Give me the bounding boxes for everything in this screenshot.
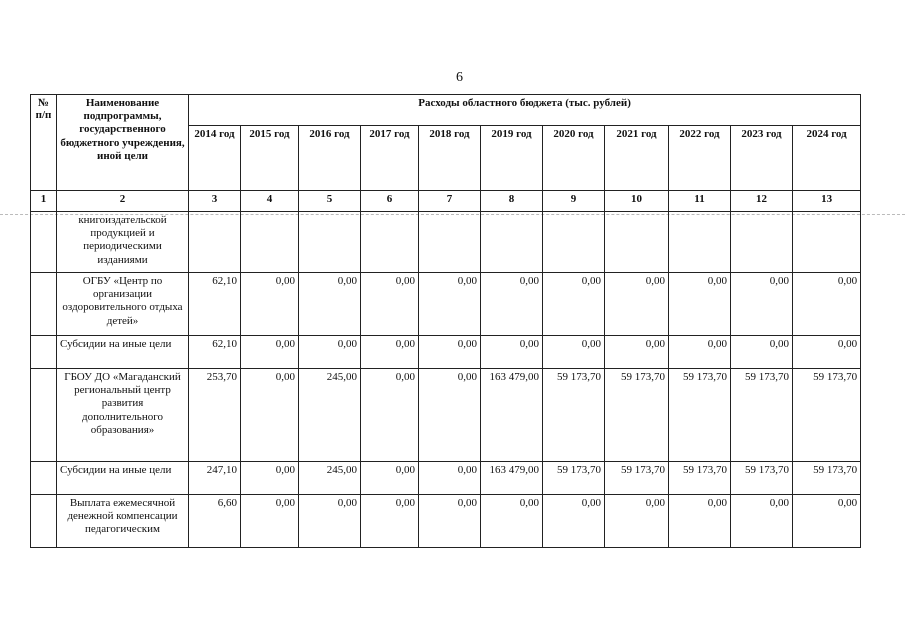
year-header: 2017 год xyxy=(361,126,419,191)
year-header: 2019 год xyxy=(481,126,543,191)
year-header: 2022 год xyxy=(669,126,731,191)
header-num: № п/п xyxy=(31,95,57,191)
cell-value: 59 173,70 xyxy=(669,462,731,495)
table-row xyxy=(31,495,861,548)
row-name: Субсидии на иные цели xyxy=(57,462,189,495)
cell-value: 0,00 xyxy=(361,273,419,336)
column-index: 5 xyxy=(299,191,361,212)
budget-table xyxy=(30,94,861,548)
header-row-top xyxy=(31,95,861,126)
cell-value: 0,00 xyxy=(419,369,481,462)
year-header: 2023 год xyxy=(731,126,793,191)
cell-value: 0,00 xyxy=(605,336,669,369)
year-header: 2024 год xyxy=(793,126,861,191)
cell-value: 0,00 xyxy=(299,336,361,369)
cell-value: 163 479,00 xyxy=(481,369,543,462)
table-row xyxy=(31,336,861,369)
cell-value: 62,10 xyxy=(189,273,241,336)
cell-value: 0,00 xyxy=(361,462,419,495)
year-header: 2018 год xyxy=(419,126,481,191)
column-index: 2 xyxy=(57,191,189,212)
cell-value: 0,00 xyxy=(543,336,605,369)
table-row xyxy=(31,212,861,273)
cell-value: 0,00 xyxy=(361,495,419,548)
cell-value: 62,10 xyxy=(189,336,241,369)
cell-value: 0,00 xyxy=(419,495,481,548)
cell-value xyxy=(361,212,419,273)
table-row xyxy=(31,462,861,495)
cell-value: 0,00 xyxy=(793,495,861,548)
row-name: Субсидии на иные цели xyxy=(57,336,189,369)
column-index: 11 xyxy=(669,191,731,212)
cell-value: 0,00 xyxy=(241,462,299,495)
cell-value: 0,00 xyxy=(361,336,419,369)
cell-value: 0,00 xyxy=(605,273,669,336)
cell-value: 0,00 xyxy=(731,273,793,336)
cell-value: 59 173,70 xyxy=(793,369,861,462)
cell-value: 0,00 xyxy=(669,336,731,369)
cell-value: 0,00 xyxy=(731,495,793,548)
cell-value xyxy=(793,212,861,273)
cell-value: 59 173,70 xyxy=(731,369,793,462)
table-row xyxy=(31,273,861,336)
column-index: 1 xyxy=(31,191,57,212)
cell-value: 0,00 xyxy=(419,462,481,495)
cell-value: 0,00 xyxy=(669,495,731,548)
column-index: 6 xyxy=(361,191,419,212)
year-header: 2021 год xyxy=(605,126,669,191)
cell-value: 0,00 xyxy=(419,273,481,336)
cell-value xyxy=(419,212,481,273)
cell-value: 6,60 xyxy=(189,495,241,548)
cell-value: 0,00 xyxy=(299,495,361,548)
column-index: 10 xyxy=(605,191,669,212)
cell-value xyxy=(543,212,605,273)
cell-value xyxy=(481,212,543,273)
year-header: 2020 год xyxy=(543,126,605,191)
table-row xyxy=(31,369,861,462)
cell-value: 59 173,70 xyxy=(731,462,793,495)
cell-value: 163 479,00 xyxy=(481,462,543,495)
cell-value: 0,00 xyxy=(481,495,543,548)
year-header: 2015 год xyxy=(241,126,299,191)
cell-value xyxy=(605,212,669,273)
cell-value: 0,00 xyxy=(543,273,605,336)
column-index: 12 xyxy=(731,191,793,212)
cell-value: 0,00 xyxy=(731,336,793,369)
cell-value: 0,00 xyxy=(669,273,731,336)
cell-value: 59 173,70 xyxy=(793,462,861,495)
cell-value: 59 173,70 xyxy=(605,462,669,495)
cell-value: 0,00 xyxy=(543,495,605,548)
cell-value: 0,00 xyxy=(481,336,543,369)
year-header: 2016 год xyxy=(299,126,361,191)
row-name: Выплата ежемесячной денежной компенсации педагогическим xyxy=(57,495,189,548)
cell-value: 0,00 xyxy=(793,336,861,369)
cell-value: 59 173,70 xyxy=(543,369,605,462)
cell-value xyxy=(669,212,731,273)
cell-value: 0,00 xyxy=(241,495,299,548)
header-expenses: Расходы областного бюджета (тыс. рублей) xyxy=(189,95,861,126)
cell-value: 0,00 xyxy=(241,273,299,336)
cell-value: 59 173,70 xyxy=(605,369,669,462)
column-index: 9 xyxy=(543,191,605,212)
cell-value: 0,00 xyxy=(481,273,543,336)
cell-value: 59 173,70 xyxy=(543,462,605,495)
cell-value: 0,00 xyxy=(361,369,419,462)
row-name: книгоиздательской продукцией и периодическими изданиями xyxy=(57,212,189,273)
cell-value: 0,00 xyxy=(241,369,299,462)
year-header: 2014 год xyxy=(189,126,241,191)
column-index: 8 xyxy=(481,191,543,212)
column-index: 4 xyxy=(241,191,299,212)
cell-value: 0,00 xyxy=(299,273,361,336)
cell-value: 247,10 xyxy=(189,462,241,495)
row-name: ГБОУ ДО «Магаданский региональный центр развития дополнительного образования» xyxy=(57,369,189,462)
cell-value xyxy=(189,212,241,273)
cell-value: 0,00 xyxy=(793,273,861,336)
cell-value: 245,00 xyxy=(299,369,361,462)
cell-value: 0,00 xyxy=(419,336,481,369)
cell-value: 0,00 xyxy=(605,495,669,548)
cell-value: 59 173,70 xyxy=(669,369,731,462)
column-index: 13 xyxy=(793,191,861,212)
page-number: 6 xyxy=(456,70,463,85)
cell-value: 245,00 xyxy=(299,462,361,495)
column-index: 7 xyxy=(419,191,481,212)
cell-value: 253,70 xyxy=(189,369,241,462)
cell-value xyxy=(731,212,793,273)
cell-value xyxy=(241,212,299,273)
cell-value xyxy=(299,212,361,273)
row-name: ОГБУ «Центр по организации оздоровительного отдыха детей» xyxy=(57,273,189,336)
header-name: Наименование подпрограммы, государственного бюджетного учреждения, иной цели xyxy=(57,95,189,191)
cell-value: 0,00 xyxy=(241,336,299,369)
column-index-row xyxy=(31,191,861,212)
column-index: 3 xyxy=(189,191,241,212)
